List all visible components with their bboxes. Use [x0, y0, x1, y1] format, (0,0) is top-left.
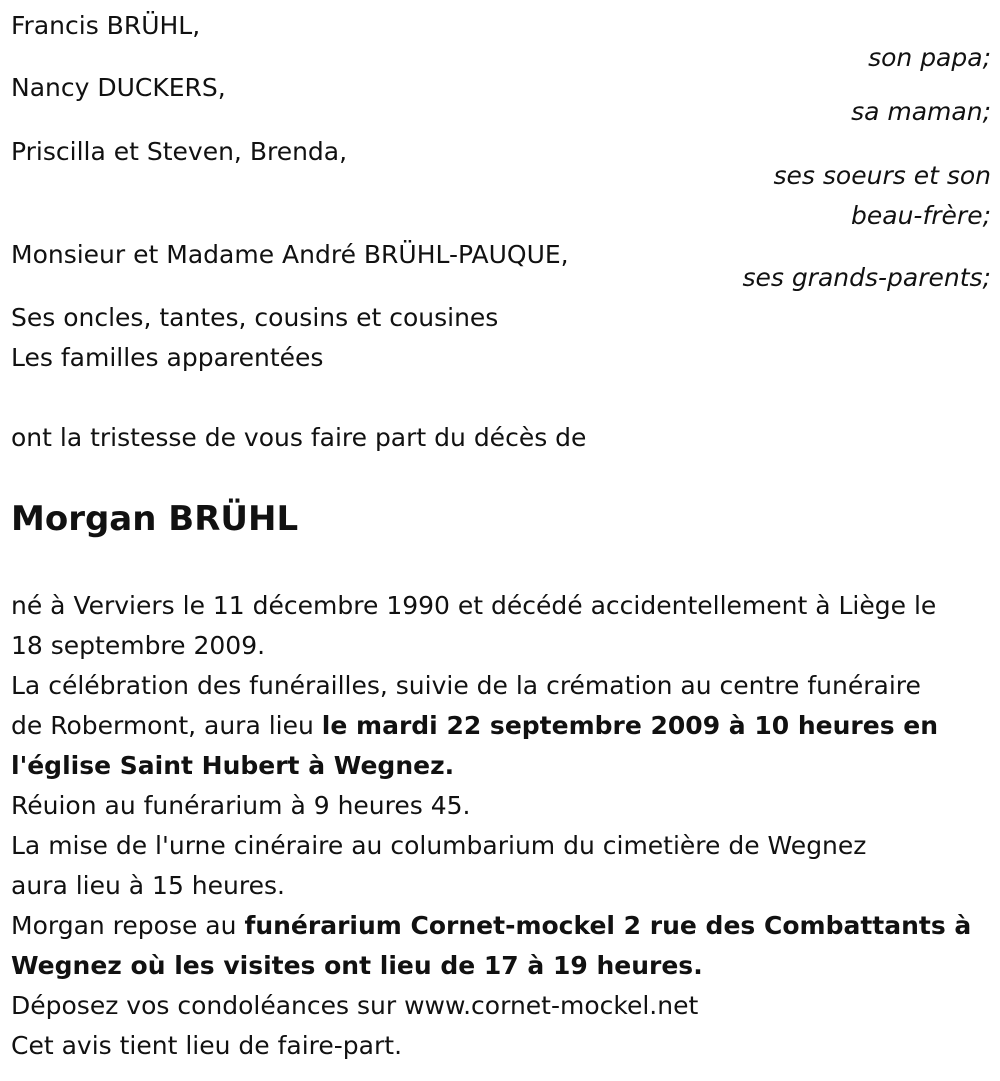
detail-emphasis: Wegnez où les visites ont lieu de 17 à 19 heures.	[11, 951, 703, 980]
detail-line: Réuion au funérarium à 9 heures 45.	[11, 791, 471, 820]
family-relation: ses grands-parents;	[742, 263, 991, 292]
family-relation: son papa;	[868, 43, 991, 72]
detail-line: La mise de l'urne cinéraire au columbarium du cimetière de Wegnez	[11, 831, 867, 860]
family-member-1	[11, 8, 991, 72]
other-relatives-line: Ses oncles, tantes, cousins et cousines	[11, 303, 499, 332]
detail-line	[11, 746, 991, 786]
detail-line	[11, 946, 991, 986]
family-name: Francis BRÜHL,	[11, 11, 201, 40]
detail-line	[11, 706, 991, 746]
detail-emphasis: funérarium Cornet-mockel 2 rue des Combattants à	[244, 911, 972, 940]
family-member-3	[11, 134, 991, 230]
detail-text: de Robermont, aura lieu	[11, 711, 322, 740]
detail-line: né à Verviers le 11 décembre 1990 et décédé accidentellement à Liège le	[11, 591, 937, 620]
detail-emphasis: le mardi 22 septembre 2009 à 10 heures en	[321, 711, 939, 740]
family-name: Priscilla et Steven, Brenda,	[11, 137, 348, 166]
detail-text: Morgan repose au	[11, 911, 245, 940]
detail-line: 18 septembre 2009.	[11, 631, 266, 660]
announcement-text: ont la tristesse de vous faire part du décès de	[11, 423, 587, 452]
family-member-2	[11, 70, 991, 126]
family-relation: beau-frère;	[851, 201, 991, 230]
detail-line: Cet avis tient lieu de faire-part.	[11, 1031, 403, 1060]
deceased-name: Morgan BRÜHL	[11, 499, 299, 539]
detail-line: aura lieu à 15 heures.	[11, 871, 285, 900]
family-relation: sa maman;	[851, 97, 991, 126]
deceased-name-block	[11, 493, 991, 545]
funeral-details	[11, 586, 991, 1066]
detail-line	[11, 906, 991, 946]
family-relation: ses soeurs et son	[773, 161, 991, 190]
other-relatives-line: Les familles apparentées	[11, 343, 324, 372]
detail-emphasis: l'église Saint Hubert à Wegnez.	[11, 751, 455, 780]
other-relatives	[11, 298, 991, 378]
detail-line: Déposez vos condoléances sur www.cornet-mockel.net	[11, 991, 699, 1020]
family-member-4	[11, 237, 991, 292]
announcement	[11, 418, 991, 458]
family-name: Monsieur et Madame André BRÜHL-PAUQUE,	[11, 240, 569, 269]
detail-line: La célébration des funérailles, suivie de la crémation au centre funéraire	[11, 671, 921, 700]
family-name: Nancy DUCKERS,	[11, 73, 226, 102]
